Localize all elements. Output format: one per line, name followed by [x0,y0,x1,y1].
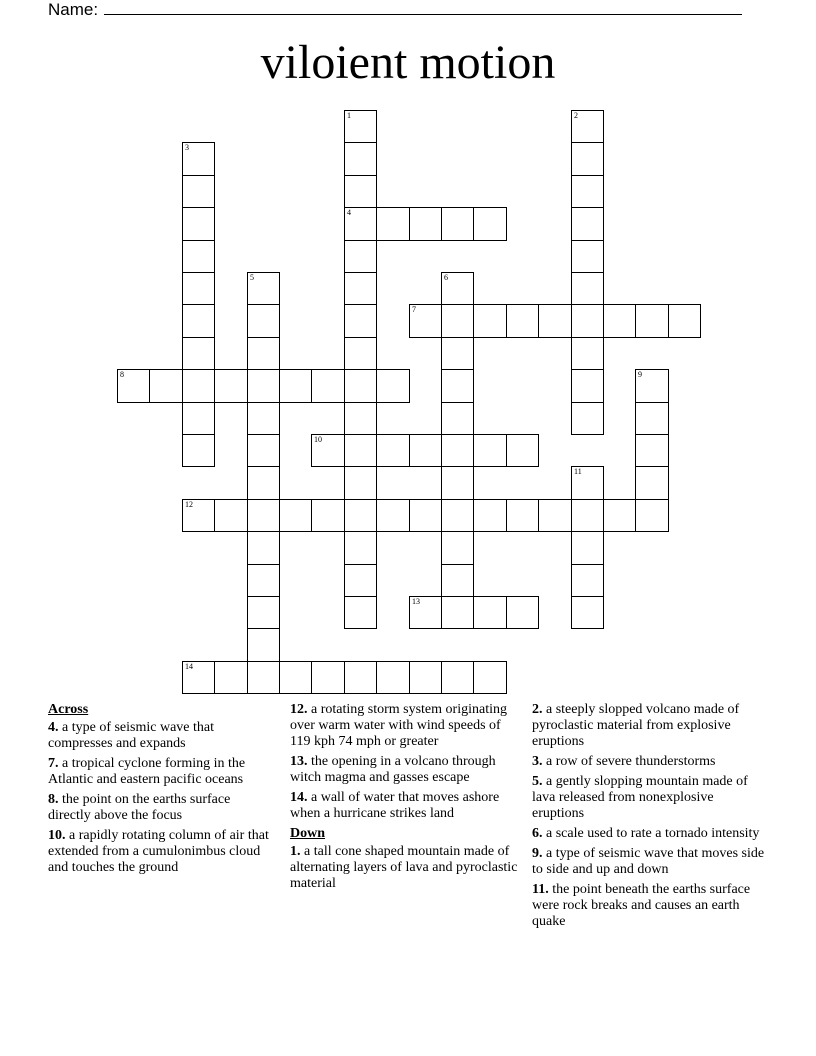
grid-cell[interactable] [182,402,215,435]
grid-cell[interactable] [571,337,604,370]
clue-number-label: 8 [120,370,124,379]
down-heading: Down [290,826,326,841]
grid-cell[interactable] [506,304,539,338]
grid-cell[interactable] [247,434,280,467]
clue-number: 7. [48,756,59,771]
grid-cell[interactable] [409,596,442,629]
grid-cell[interactable] [344,304,377,338]
clue-text: a steeply slopped volcano made of pyroclastic material from explosive eruptions [532,702,740,749]
clue-number: 2. [532,702,543,717]
grid-cell[interactable] [571,531,604,565]
grid-cell[interactable] [409,207,442,241]
grid-cell[interactable] [635,434,669,467]
grid-cell[interactable] [214,661,248,694]
grid-cell[interactable] [473,499,507,532]
grid-cell[interactable] [247,466,280,500]
clue-number-label: 10 [314,435,322,444]
clue-down-3 [532,754,768,770]
clue-number-label: 11 [574,467,582,476]
clue-number: 8. [48,792,59,807]
clue-text: a type of seismic wave that compresses and expands [48,720,215,751]
grid-cell[interactable] [247,661,280,694]
clue-number: 13. [290,754,308,769]
name-line[interactable] [104,14,742,15]
grid-cell[interactable] [376,434,410,467]
grid-cell[interactable] [247,596,280,629]
grid-cell[interactable] [311,434,345,467]
grid-cell[interactable] [182,661,215,694]
clue-number: 9. [532,846,543,861]
grid-cell[interactable] [668,304,701,338]
grid-cell[interactable] [571,466,604,500]
grid-cell[interactable] [441,369,474,403]
grid-cell[interactable] [182,207,215,241]
grid-cell[interactable] [635,304,669,338]
grid-cell[interactable] [182,175,215,208]
clue-number-label: 4 [347,208,351,217]
grid-cell[interactable] [344,434,377,467]
grid-cell[interactable] [571,304,604,338]
grid-cell[interactable] [344,110,377,143]
grid-cell[interactable] [571,402,604,435]
grid-cell[interactable] [344,564,377,597]
grid-cell[interactable] [441,466,474,500]
clue-number-label: 12 [185,500,193,509]
grid-cell[interactable] [214,369,248,403]
clue-text: a type of seismic wave that moves side to side and up and down [532,846,765,877]
grid-cell[interactable] [182,369,215,403]
grid-cell[interactable] [344,142,377,176]
clue-number-label: 1 [347,111,351,120]
clue-number-label: 3 [185,143,189,152]
grid-cell[interactable] [344,466,377,500]
grid-cell[interactable] [344,175,377,208]
grid-cell[interactable] [182,337,215,370]
clue-text: the point on the earths surface directly above the focus [48,792,231,823]
clue-number-label: 7 [412,305,416,314]
grid-cell[interactable] [182,142,215,176]
grid-cell[interactable] [473,434,507,467]
grid-cell[interactable] [344,369,377,403]
middle-clues-column [290,702,520,896]
clue-across-8 [48,792,276,824]
clue-text: a rotating storm system originating over warm water with wind speeds of 119 kph 74 mph or greater [290,702,507,749]
grid-cell[interactable] [409,304,442,338]
grid-cell[interactable] [571,110,604,143]
clue-text: the opening in a volcano through witch magma and gasses escape [290,754,496,785]
grid-cell[interactable] [247,531,280,565]
grid-cell[interactable] [441,564,474,597]
clue-number: 14. [290,790,308,805]
grid-cell[interactable] [247,628,280,662]
clue-across-4 [48,720,276,752]
grid-cell[interactable] [376,369,410,403]
clue-across-12 [290,702,520,750]
clue-number: 4. [48,720,59,735]
across-heading: Across [48,702,89,717]
grid-cell[interactable] [538,499,572,532]
grid-cell[interactable] [182,272,215,305]
clue-across-13 [290,754,520,786]
clue-number-label: 9 [638,370,642,379]
grid-cell[interactable] [344,596,377,629]
clue-number-label: 2 [574,111,578,120]
clue-number: 6. [532,826,543,841]
clue-number: 11. [532,882,549,897]
across-clues-column [48,702,276,880]
grid-cell[interactable] [603,499,636,532]
grid-cell[interactable] [473,207,507,241]
grid-cell[interactable] [441,596,474,629]
grid-cell[interactable] [279,499,312,532]
clue-number: 3. [532,754,543,769]
grid-cell[interactable] [441,304,474,338]
grid-cell[interactable] [571,175,604,208]
grid-cell[interactable] [571,207,604,241]
clue-text: a tall cone shaped mountain made of alternating layers of lava and pyroclastic material [290,844,518,891]
clue-down-2 [532,702,768,750]
grid-cell[interactable] [376,207,410,241]
grid-cell[interactable] [571,596,604,629]
clue-text: a gently slopping mountain made of lava released from nonexplosive eruptions [532,774,748,821]
grid-cell[interactable] [441,434,474,467]
grid-cell[interactable] [344,499,377,532]
grid-cell[interactable] [571,272,604,305]
clue-text: a tropical cyclone forming in the Atlantic and eastern pacific oceans [48,756,246,787]
grid-cell[interactable] [247,337,280,370]
grid-cell[interactable] [182,240,215,273]
clue-down-1 [290,844,520,892]
clue-down-6 [532,826,768,842]
clue-number: 10. [48,828,66,843]
clue-across-14 [290,790,520,822]
grid-cell[interactable] [247,402,280,435]
clue-text: the point beneath the earths surface were rock breaks and causes an earth quake [532,882,751,929]
clue-text: a wall of water that moves ashore when a hurricane strikes land [290,790,500,821]
grid-cell[interactable] [311,369,345,403]
clue-text: a rapidly rotating column of air that extended from a cumulonimbus cloud and touches the ground [48,828,269,875]
grid-cell[interactable] [344,337,377,370]
grid-cell[interactable] [441,402,474,435]
grid-cell[interactable] [441,661,474,694]
grid-cell[interactable] [635,402,669,435]
grid-cell[interactable] [635,369,669,403]
clue-number: 12. [290,702,308,717]
grid-cell[interactable] [635,466,669,500]
grid-cell[interactable] [376,499,410,532]
clue-number: 1. [290,844,301,859]
grid-cell[interactable] [571,369,604,403]
grid-cell[interactable] [344,207,377,241]
grid-cell[interactable] [603,304,636,338]
grid-cell[interactable] [247,499,280,532]
name-label: Name: [48,0,99,19]
name-field[interactable] [48,0,742,20]
grid-cell[interactable] [247,272,280,305]
grid-cell[interactable] [441,499,474,532]
grid-cell[interactable] [376,661,410,694]
grid-cell[interactable] [538,304,572,338]
grid-cell[interactable] [247,304,280,338]
clue-number-label: 6 [444,273,448,282]
grid-cell[interactable] [571,240,604,273]
grid-cell[interactable] [506,596,539,629]
grid-cell[interactable] [409,499,442,532]
grid-cell[interactable] [571,142,604,176]
grid-cell[interactable] [635,499,669,532]
grid-cell[interactable] [279,661,312,694]
grid-cell[interactable] [279,369,312,403]
grid-cell[interactable] [441,337,474,370]
grid-cell[interactable] [214,499,248,532]
grid-cell[interactable] [247,369,280,403]
clue-text: a scale used to rate a tornado intensity [546,826,760,841]
grid-cell[interactable] [506,434,539,467]
grid-cell[interactable] [473,304,507,338]
grid-cell[interactable] [344,531,377,565]
clue-across-7 [48,756,276,788]
clue-text: a row of severe thunderstorms [546,754,716,769]
grid-cell[interactable] [473,661,507,694]
grid-cell[interactable] [571,499,604,532]
grid-cell[interactable] [344,272,377,305]
grid-cell[interactable] [473,596,507,629]
grid-cell[interactable] [441,531,474,565]
grid-cell[interactable] [311,499,345,532]
grid-cell[interactable] [117,369,150,403]
clue-down-9 [532,846,768,878]
grid-cell[interactable] [149,369,183,403]
grid-cell[interactable] [344,661,377,694]
down-clues-column [532,702,768,934]
grid-cell[interactable] [409,661,442,694]
grid-cell[interactable] [344,402,377,435]
grid-cell[interactable] [441,272,474,305]
clue-number-label: 14 [185,662,193,671]
grid-cell[interactable] [441,207,474,241]
clue-across-10 [48,828,276,876]
grid-cell[interactable] [247,564,280,597]
clue-number-label: 13 [412,597,420,606]
grid-cell[interactable] [182,304,215,338]
clue-number: 5. [532,774,543,789]
clue-number-label: 5 [250,273,254,282]
grid-cell[interactable] [571,564,604,597]
puzzle-title: viloient motion [260,36,556,89]
grid-cell[interactable] [409,434,442,467]
grid-cell[interactable] [182,499,215,532]
clue-down-11 [532,882,768,930]
grid-cell[interactable] [344,240,377,273]
grid-cell[interactable] [311,661,345,694]
grid-cell[interactable] [506,499,539,532]
clue-down-5 [532,774,768,822]
grid-cell[interactable] [182,434,215,467]
